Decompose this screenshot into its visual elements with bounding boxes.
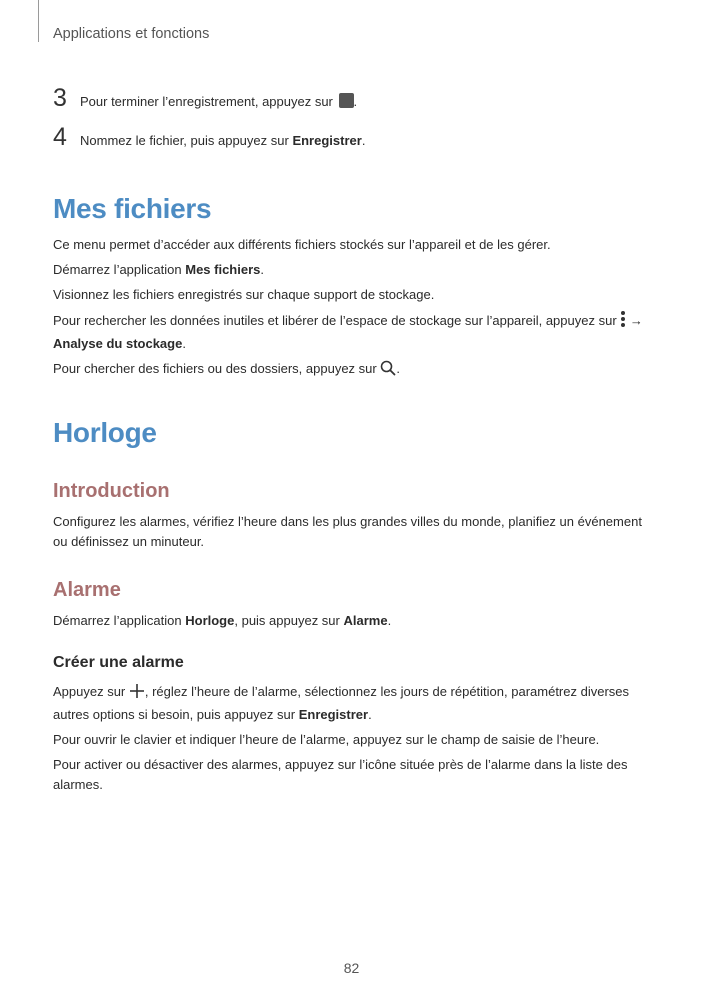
section-title-mes-fichiers: Mes fichiers: [53, 193, 212, 224]
running-header: Applications et fonctions: [53, 26, 210, 42]
step-text: Pour terminer l’enregistrement, appuyez sur .: [80, 94, 358, 109]
stop-icon: [339, 93, 354, 108]
search-icon: [380, 360, 396, 382]
step-number: 3: [53, 84, 67, 112]
paragraph: Pour activer ou désactiver des alarmes, appuyez sur l’icône située près de l’alarme dans la liste des alarmes.: [53, 757, 628, 792]
step-3: [53, 86, 357, 111]
paragraph: Démarrez l’application Mes fichiers.: [53, 262, 265, 277]
section-title-horloge: Horloge: [53, 417, 157, 448]
subsubsection-title-creer-alarme: Créer une alarme: [53, 654, 184, 671]
page-number: 82: [343, 960, 360, 976]
paragraph: Pour ouvrir le clavier et indiquer l’heure de l’alarme, appuyez sur le champ de saisie de l’heure.: [53, 732, 600, 747]
paragraph: Configurez les alarmes, vérifiez l’heure dans les plus grandes villes du monde, planifiez un événement ou définissez un minuteur.: [53, 514, 642, 549]
subsection-title-introduction: Introduction: [53, 480, 170, 502]
add-icon: [129, 683, 145, 705]
paragraph: Ce menu permet d’accéder aux différents fichiers stockés sur l’appareil et de les gérer.: [53, 237, 551, 252]
header-rule: [38, 0, 39, 42]
paragraph: Pour chercher des fichiers ou des dossiers, appuyez sur .: [53, 359, 651, 382]
subsection-title-alarme: Alarme: [53, 579, 121, 601]
paragraph: Démarrez l’application Horloge, puis appuyez sur Alarme.: [53, 613, 392, 628]
paragraph: Visionnez les fichiers enregistrés sur chaque support de stockage.: [53, 287, 435, 302]
paragraph: Pour rechercher les données inutiles et libérer de l’espace de stockage sur l’appareil, appuyez sur → Analyse du stockage.: [53, 310, 651, 354]
step-text: Nommez le fichier, puis appuyez sur Enregistrer.: [80, 133, 366, 148]
mes-fichiers-body: [53, 235, 651, 382]
step-number: 4: [53, 123, 67, 151]
step-4: [53, 125, 365, 150]
paragraph: Appuyez sur , réglez l’heure de l’alarme, sélectionnez les jours de répétition, paramétrez diverses autres options si besoin, puis appuyez sur Enregistrer.: [53, 684, 630, 722]
creer-alarme-body: [53, 682, 651, 795]
